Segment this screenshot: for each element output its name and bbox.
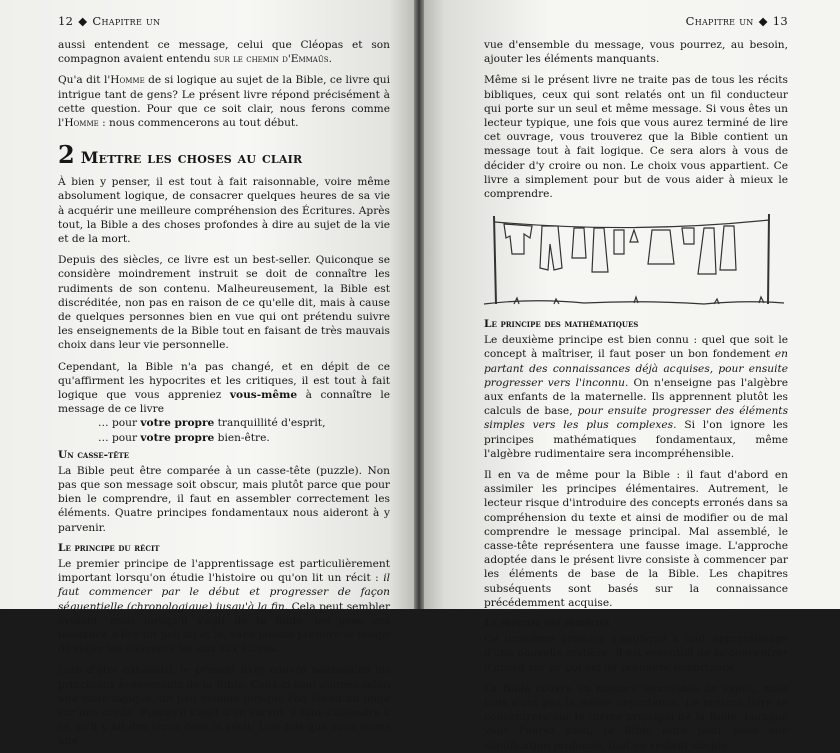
intro-paragraph-2: Qu'a dit l'Homme de si logique au sujet de la Bible, ce livre qui intrigue tant de gens? Le présent livre répond précisément à cette question. Pour que ce soit clair, nous ferons comme l'Homme : nous commencerons au tout début. (58, 74, 390, 130)
right-running-head (484, 14, 788, 28)
chapter-paragraph-3: Cependant, la Bible n'a pas changé, et en dépit de ce qu'affirment les hypocrites et les critiques, il est tout à fait logique que vous appreniez vous-même à connaître le message de ce livre (58, 360, 390, 416)
chapter-title: Mettre les choses au clair (80, 148, 303, 168)
priorities-paragraph-1: Ce troisième principe s'applique à tout apprentissage d'une nouvelle matière. Il est essentiel de se concentrer d'abord sur ce qui est de première importance. (484, 633, 788, 674)
clothesline-illustration (484, 208, 784, 308)
right-paragraph-2: Même si le présent livre ne traite pas de tous les récits bibliques, ceux qui sont relatés ont un fil conducteur qui porte sur un seul et même message. Si vous êtes un lecteur typique, une fois que vous aurez terminé de lire cet ouvrage, vous trouverez que la Bible contient un message tout à fait logique. Ce sera alors à vous de décider d'y croire ou non. Le choix vous appartient. Ce livre a simplement pour but de vous aider à mieux le comprendre. (484, 74, 788, 201)
section-heading-priorities: Le principe des priorités (484, 617, 610, 630)
narrative-paragraph-2: Loin d'être exhaustif, le présent livre couvre néanmoins les principaux événements de la Bible. Ceux-ci sont alignés selon une suite logique, un peu comme lorsque l'on étend du linge sur une corde. Puisqu'il s'agit d'un survol, il faut s'attendre à ce qu'il y ait des trous dans le récit. Une fois que vous aurez une (58, 664, 390, 748)
right-running-head-title: Chapitre un (685, 14, 754, 28)
narrative-paragraph-1: Le premier principe de l'apprentissage est particulièrement important lorsqu'on étudie l'histoire ou qu'on lit un récit : il faut commencer par le début et progresser de façon séquentielle (chronologique) jusqu'à la fin. Cela peut sembler évident, mais lorsqu'il s'agit de la Bible, les gens ont tendance à lire un peu ici et là, sans jamais prendre le temps de relier les éléments les uns aux autres. (58, 557, 391, 656)
chapter-number: 2 (58, 140, 75, 170)
book-gutter (414, 0, 424, 609)
list-item-1: … pour votre propre tranquillité d'esprit, (98, 417, 326, 430)
chapter-paragraph-2: Depuis des siècles, ce livre est un best-seller. Quiconque se considère moindrement instruit se doit de connaître les rudiments de son contenu. Malheureusement, la Bible est discréditée, non pas en raison de ce qu'elle dit, mais à cause de quelques personnes bien en vue qui ont prétendu suivre les enseignements de la Bible tout en faisant de très mauvais choix dans leur vie personnelle. (58, 254, 390, 352)
intro-paragraph-1: aussi entendent ce message, celui que Cléopas et son compagnon avaient entendu sur le chemin d'Emmaüs. (58, 39, 390, 66)
section-puzzle-paragraph: La Bible peut être comparée à un casse-tête (puzzle). Non pas que son message soit obscur, mais plutôt parce que pour bien le comprendre, il faut en assembler correctement les éléments. Quatre principes fondamentaux nous aideront à y parvenir. (58, 464, 390, 534)
left-running-head-title: Chapitre un (92, 14, 161, 28)
chapter-paragraph-1: À bien y penser, il est tout à fait raisonnable, voire même absolument logique, de consacrer quelques heures de sa vie à acquérir une meilleure compréhension des Écritures. Après tout, la Bible a des choses profondes à dire au sujet de la vie et de la mort. (58, 176, 390, 246)
section-heading-puzzle: Un casse-tête (58, 448, 130, 461)
diamond-icon: ◆ (78, 14, 88, 28)
priorities-paragraph-2: La Bible couvre un nombre incroyable de sujets, mais tous n'ont pas la même importance. Le présent livre se concentrera sur le thème principal de la Bible. Lorsque vous l'aurez saisi, la Bible aura pour vous une signification profonde, tout en restant simple. (484, 682, 788, 752)
left-page (0, 0, 414, 748)
section-heading-narrative: Le principe du récit (58, 541, 160, 554)
math-paragraph-2: Il en va de même pour la Bible : il faut d'abord en assimiler les principes élémentaires. Autrement, le lecteur risque d'introduire des concepts erronés dans sa compréhension du texte et ainsi de modifier ou de mal comprendre le message principal. Mal assemblé, le casse-tête représentera une fausse image. L'approche adoptée dans le présent livre consiste à commencer par les éléments de base de la Bible. Les chapitres subséquents sont basés sur la connaissance précédemment acquise. (484, 469, 788, 609)
section-heading-math: Le principe des mathématiques (484, 318, 639, 331)
math-paragraph-1: Le deuxième principe est bien connu : quel que soit le concept à maîtriser, il faut poser un bon fondement en partant des connaissances déjà acquises, pour ensuite progresser vers l'inconnu. On n'enseigne pas l'algèbre aux enfants de la maternelle. Ils apprennent plutôt les calculs de base, pour ensuite progresser des éléments simples vers les plus complexes. Si l'on ignore les principes mathématiques fondamentaux, même l'algèbre rudimentaire sera incompréhensible. (484, 334, 788, 460)
left-running-head (58, 14, 390, 28)
left-page-number: 12 (58, 14, 74, 28)
right-paragraph-1: vue d'ensemble du message, vous pourrez, au besoin, ajouter les éléments manquants. (484, 39, 788, 66)
list-item-2: … pour votre propre bien-être. (98, 431, 270, 444)
chapter-heading (58, 140, 390, 169)
diamond-icon: ◆ (758, 14, 768, 28)
right-page-number: 13 (772, 14, 788, 28)
right-page (424, 0, 840, 752)
